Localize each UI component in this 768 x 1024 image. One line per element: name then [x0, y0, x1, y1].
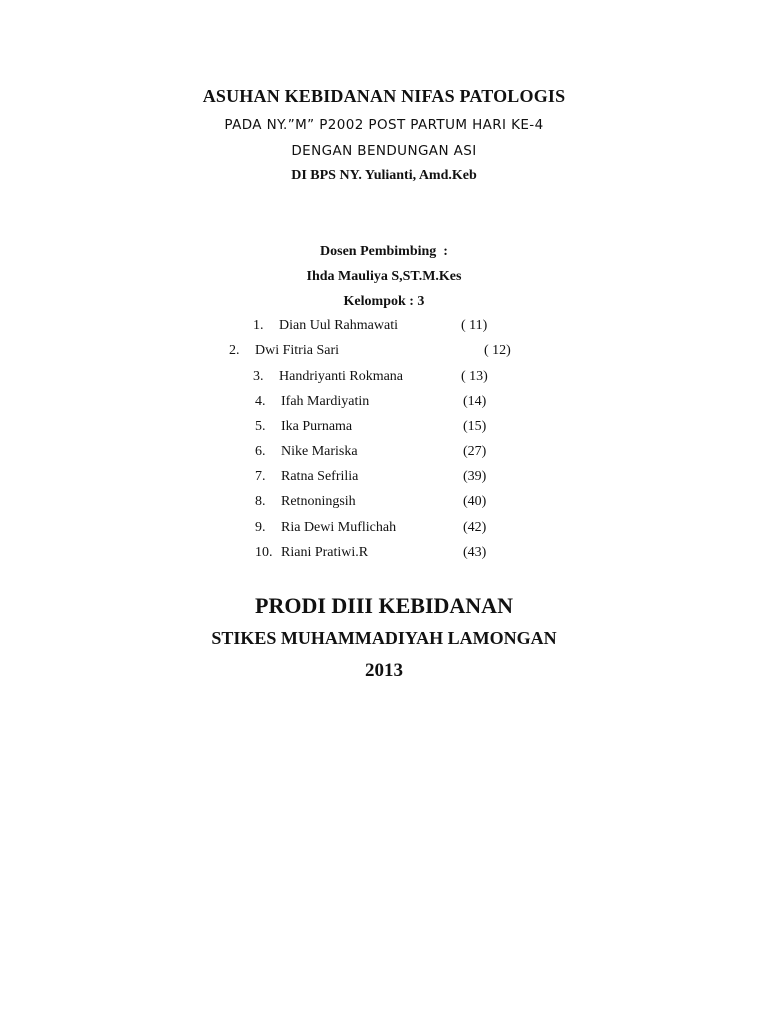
member-number: 3. [253, 369, 264, 384]
member-name: Ria Dewi Muflichah [281, 520, 397, 535]
member-number: 2. [229, 343, 240, 358]
member-row [0, 469, 768, 489]
member-id: ( 12) [484, 343, 511, 358]
member-id: (40) [463, 494, 487, 509]
member-id: (39) [463, 469, 487, 484]
member-row [0, 444, 768, 464]
member-number: 10. [255, 545, 273, 560]
member-id: (27) [463, 444, 487, 459]
institution-name: STIKES MUHAMMADIYAH LAMONGAN [211, 628, 557, 648]
member-name: Dian Uul Rahmawati [279, 318, 398, 333]
member-name: Ika Purnama [281, 419, 353, 434]
member-name: Ifah Mardiyatin [281, 394, 370, 409]
member-id: (14) [463, 394, 487, 409]
supervisor-label: Dosen Pembimbing : [320, 244, 448, 259]
member-row [0, 343, 768, 363]
member-row [0, 520, 768, 540]
member-name: Nike Mariska [281, 444, 358, 459]
member-number: 5. [255, 419, 266, 434]
member-id: ( 13) [461, 369, 488, 384]
member-name: Retnoningsih [281, 494, 356, 509]
member-id: (43) [463, 545, 487, 560]
member-id: ( 11) [461, 318, 488, 333]
member-row [0, 394, 768, 414]
member-row [0, 369, 768, 389]
member-number: 9. [255, 520, 266, 535]
member-row [0, 318, 768, 338]
member-number: 4. [255, 394, 266, 409]
member-id: (42) [463, 520, 487, 535]
member-row [0, 545, 768, 565]
member-id: (15) [463, 419, 487, 434]
member-number: 6. [255, 444, 266, 459]
supervisor-name: Ihda Mauliya S,ST.M.Kes [306, 269, 462, 284]
member-name: Handriyanti Rokmana [279, 369, 404, 384]
member-row [0, 494, 768, 514]
member-number: 7. [255, 469, 266, 484]
member-name: Riani Pratiwi.R [281, 545, 369, 560]
member-number: 1. [253, 318, 264, 333]
member-row [0, 419, 768, 439]
title-subline-patient: PADA NY.”M” P2002 POST PARTUM HARI KE-4 [224, 117, 544, 133]
group-label: Kelompok : 3 [343, 294, 425, 309]
title-subline-location: DI BPS NY. Yulianti, Amd.Keb [291, 168, 477, 183]
member-number: 8. [255, 494, 266, 509]
document-title: ASUHAN KEBIDANAN NIFAS PATOLOGIS [202, 86, 566, 106]
document-year: 2013 [365, 660, 403, 681]
title-subline-condition: DENGAN BENDUNGAN ASI [291, 143, 477, 159]
program-name: PRODI DIII KEBIDANAN [255, 593, 513, 618]
member-name: Ratna Sefrilia [281, 469, 359, 484]
member-name: Dwi Fitria Sari [255, 343, 339, 358]
